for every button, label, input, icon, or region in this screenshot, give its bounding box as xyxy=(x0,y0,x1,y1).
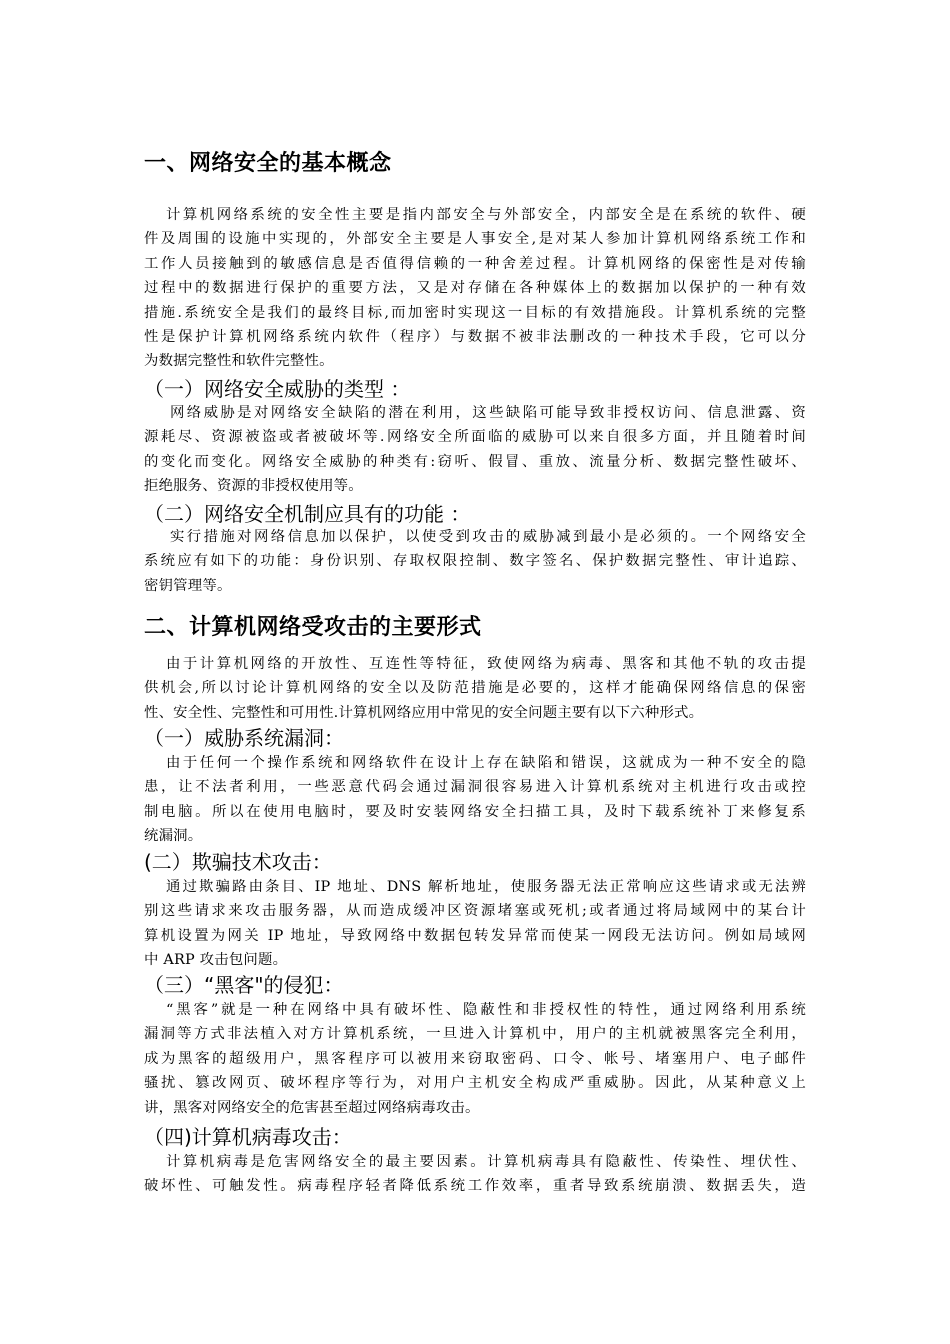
text-line: 实行措施对网络信息加以保护，以使受到攻击的威胁减到最小是必须的。一个网络安全 xyxy=(170,529,806,545)
subsection-heading-system-vulnerability: （一）威胁系统漏洞： xyxy=(144,726,344,750)
text-line: “黑客”就是一种在网络中具有破坏性、隐蔽性和非授权性的特性，通过网络利用系统 xyxy=(166,1002,806,1018)
subsection-heading-security-functions: （二）网络安全机制应具有的功能 ： xyxy=(144,502,471,526)
text-line: 计算机病毒是危害网络安全的最主要因素。计算机病毒具有隐蔽性、传染性、埋伏性、 xyxy=(166,1154,806,1170)
spoofing-attack-paragraph xyxy=(144,875,806,973)
text-line: 算机设置为网关 IP 地址，导致网络中数据包转发异常而使某一网段无法访问。例如局域网 xyxy=(144,927,806,944)
section-1-heading: 一、网络安全的基本概念 xyxy=(144,151,392,176)
text-line: 骚扰、篡改网页、破坏程序等行为，对用户主机安全构成严重威胁。因此，从某种意义上 xyxy=(144,1075,806,1092)
subsection-heading-threat-types: （一）网络安全威胁的类型 ： xyxy=(144,377,411,401)
text-line: 中 ARP 攻击包问题。 xyxy=(144,952,288,969)
subsection-heading-spoofing-attack: (二）欺骗技术攻击： xyxy=(144,850,332,874)
subsection-heading-hacker-intrusion: （三）“黑客"的侵犯： xyxy=(144,973,344,997)
virus-attack-paragraph xyxy=(144,1150,806,1199)
hacker-intrusion-paragraph xyxy=(144,998,806,1120)
text-line: 讲，黑客对网络安全的危害甚至超过网络病毒攻击。 xyxy=(144,1099,480,1116)
text-line: 成为黑客的超级用户，黑客程序可以被用来窃取密码、口令、帐号、堵塞用户、电子邮件 xyxy=(144,1050,806,1067)
text-line: 为数据完整性和软件完整性。 xyxy=(144,353,334,370)
subsection-heading-virus-attack: （四)计算机病毒攻击： xyxy=(144,1125,352,1149)
text-line: 措施.系统安全是我们的最终目标,而加密时实现这一目标的有效措施段。计算机系统的完整 xyxy=(144,304,806,321)
text-line: 由于任何一个操作系统和网络软件在设计上存在缺陷和错误，这就成为一种不安全的隐 xyxy=(166,755,806,771)
text-line: 网络威胁是对网络安全缺陷的潜在利用，这些缺陷可能导致非授权访问、信息泄露、资 xyxy=(170,405,806,421)
section-2-intro-paragraph xyxy=(144,652,806,725)
text-line: 源耗尽、资源被盗或者被破坏等.网络安全所面临的威胁可以来自很多方面，并且随着时间 xyxy=(144,429,806,446)
text-line: 通过欺骗路由条目、IP 地址、DNS 解析地址，使服务器无法正常响应这些请求或无法辨 xyxy=(166,879,806,895)
text-line: 破坏性、可触发性。病毒程序轻者降低系统工作效率，重者导致系统崩溃、数据丢失，造 xyxy=(144,1178,806,1195)
text-line: 患，让不法者利用，一些恶意代码会通过漏洞很容易进入计算机系统对主机进行攻击或控 xyxy=(144,779,806,796)
section-1-intro-paragraph xyxy=(144,203,806,374)
text-line: 工作人员接触到的敏感信息是否值得信赖的一种舍差过程。计算机网络的保密性是对传输 xyxy=(144,255,806,272)
threat-types-paragraph xyxy=(144,401,806,499)
security-functions-paragraph xyxy=(144,525,806,598)
text-line: 密钥管理等。 xyxy=(144,577,232,594)
text-line: 别这些请求来攻击服务器，从而造成缓冲区资源堵塞或死机;或者通过将局域网中的某台计 xyxy=(144,903,806,920)
text-line: 性、安全性、完整性和可用性.计算机网络应用中常见的安全问题主要有以下六种形式。 xyxy=(144,704,704,721)
text-line: 统漏洞。 xyxy=(144,828,203,845)
text-line: 拒绝服务、资源的非授权使用等。 xyxy=(144,478,363,495)
section-2-heading: 二、计算机网络受攻击的主要形式 xyxy=(144,615,482,640)
text-line: 的变化而变化。网络安全威胁的种类有:窃听、假冒、重放、流量分析、数据完整性破坏、 xyxy=(144,453,806,470)
text-line: 过程中的数据进行保护的重要方法，又是对存储在各种媒体上的数据加以保护的一种有效 xyxy=(144,280,806,297)
text-line: 计算机网络系统的安全性主要是指内部安全与外部安全，内部安全是在系统的软件、硬 xyxy=(166,207,806,223)
text-line: 系统应有如下的功能：身份识别、存取权限控制、数字签名、保护数据完整性、审计追踪、 xyxy=(144,553,806,570)
system-vulnerability-paragraph xyxy=(144,751,806,849)
text-line: 件及周围的设施中实现的，外部安全主要是人事安全,是对某人参加计算机网络系统工作和 xyxy=(144,231,806,248)
text-line: 供机会,所以讨论计算机网络的安全以及防范措施是必要的，这样才能确保网络信息的保密 xyxy=(144,680,806,697)
text-line: 性是保护计算机网络系统内软件（程序）与数据不被非法删改的一种技术手段，它可以分 xyxy=(144,328,806,345)
text-line: 漏洞等方式非法植入对方计算机系统，一旦进入计算机中，用户的主机就被黑客完全利用， xyxy=(144,1026,806,1043)
text-line: 制电脑。所以在使用电脑时，要及时安装网络安全扫描工具，及时下载系统补丁来修复系 xyxy=(144,803,806,820)
text-line: 由于计算机网络的开放性、互连性等特征，致使网络为病毒、黑客和其他不轨的攻击提 xyxy=(166,656,806,672)
